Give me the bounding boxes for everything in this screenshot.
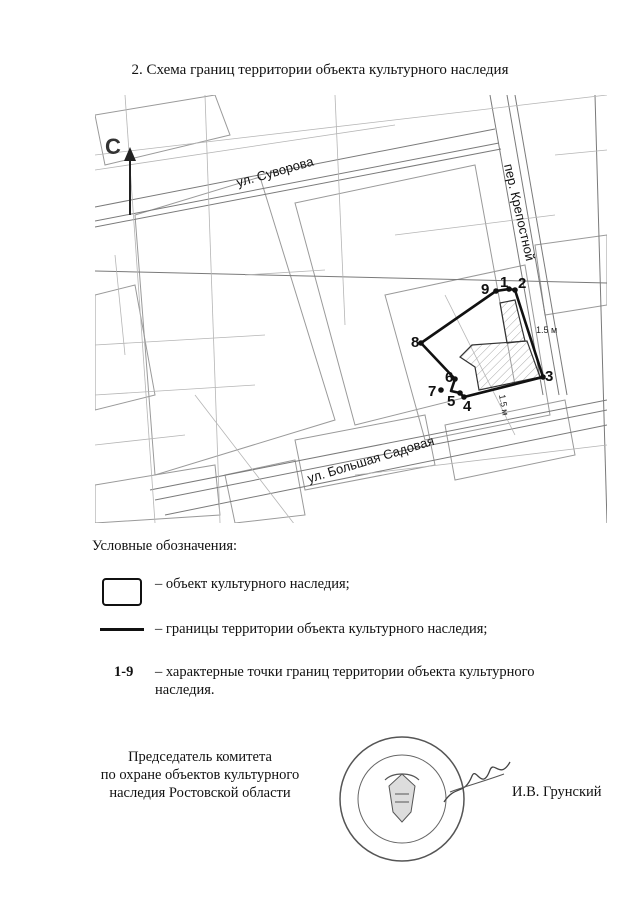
signature-line-2: по охране объектов культурного xyxy=(100,767,300,783)
point-label-6: 6 xyxy=(445,369,454,386)
north-label: С xyxy=(105,134,121,159)
legend-object-text: – объект культурного наследия; xyxy=(155,576,350,592)
point-label-5: 5 xyxy=(447,393,456,410)
signature-line-1: Председатель комитета xyxy=(128,749,272,765)
street-label-bolshaya-sadovaya: ул. Большая Садовая xyxy=(305,432,436,486)
signature-block xyxy=(90,748,310,802)
point-label-9: 9 xyxy=(481,281,490,298)
dimension-label-east: 1.5 м xyxy=(536,325,558,335)
legend-heading: Условные обозначения: xyxy=(92,538,238,554)
point-label-8: 8 xyxy=(411,334,420,351)
signature-line-3: наследия Ростовской области xyxy=(109,785,291,801)
point-label-1: 1 xyxy=(500,274,509,291)
legend-border-symbol xyxy=(100,628,144,631)
legend-object-symbol xyxy=(102,578,142,606)
map-canvas xyxy=(95,95,607,523)
dimension-label-south: 1.5 м xyxy=(497,393,511,417)
handwritten-signature xyxy=(442,752,512,817)
legend-border-text: – границы территории объекта культурного наследия; xyxy=(155,621,488,637)
legend-points-key: 1-9 xyxy=(114,664,134,680)
street-label-suvorova: ул. Суворова xyxy=(234,153,316,190)
signatory-name: И.В. Грунский xyxy=(512,784,602,800)
point-label-2: 2 xyxy=(518,275,527,292)
page-title: 2. Схема границ территории объекта культурного наследия xyxy=(131,62,509,78)
point-label-4: 4 xyxy=(463,398,472,415)
point-label-3: 3 xyxy=(545,368,554,385)
territory-map xyxy=(95,95,607,523)
point-label-7: 7 xyxy=(428,383,437,400)
legend-points-text-line1: – характерные точки границ территории объекта культурного xyxy=(155,664,535,680)
street-label-krepostnoy: пер. Крепостной xyxy=(501,162,538,263)
legend-points-text-line2: наследия. xyxy=(155,682,215,698)
